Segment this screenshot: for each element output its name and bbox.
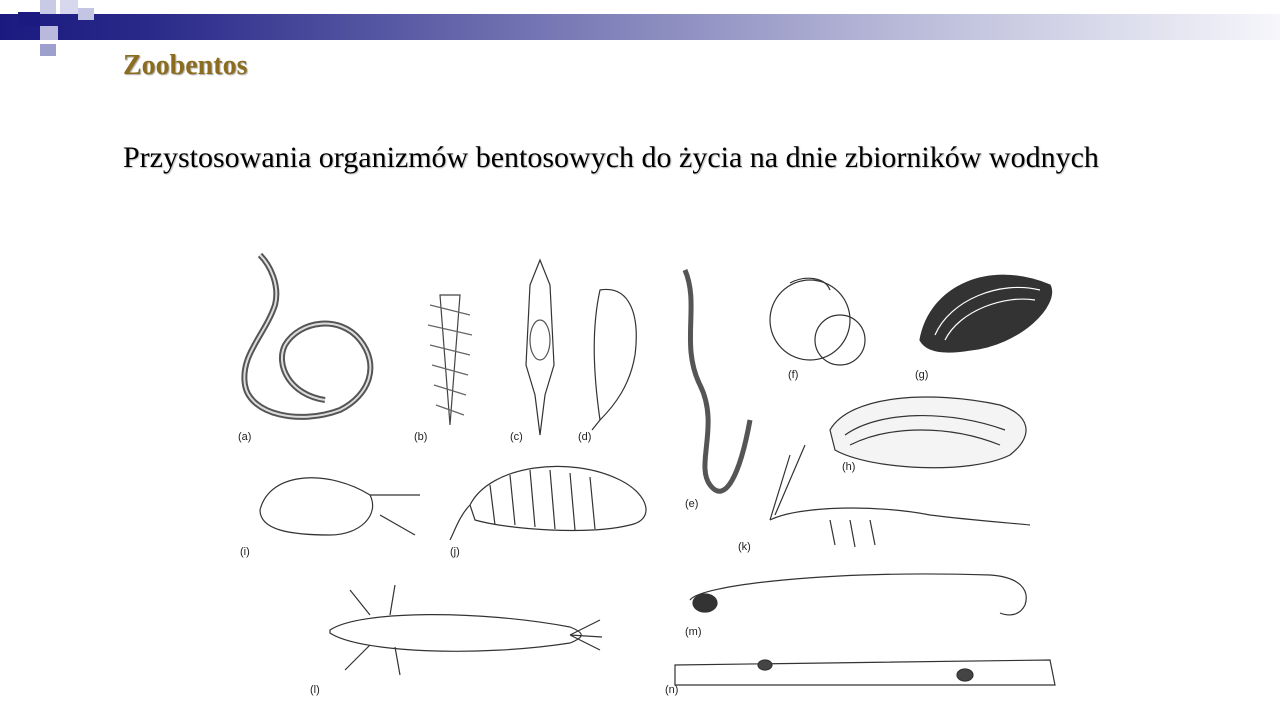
oligochaete-drawing [428,295,472,425]
figure-label: (h) [842,461,856,473]
clam-drawing [830,397,1026,468]
figure-label: (c) [510,431,523,443]
figure-label: (a) [238,431,252,443]
figure-label: (l) [310,684,320,696]
figure-label: (g) [915,369,929,381]
figure-label: (d) [578,431,592,443]
figure-label: (j) [450,546,460,558]
header-gradient-bar [0,14,1280,40]
amphipod-drawing [450,466,646,540]
figure-label: (i) [240,546,250,558]
figure-label: (b) [414,431,428,443]
rotifer-side-drawing [592,289,636,430]
nematode-drawing [244,255,370,417]
rotifer-drawing [526,260,554,435]
deco-square [78,8,94,20]
chironomid-larva-drawing [690,574,1026,615]
mayfly-larva-drawing [330,585,602,675]
snail-drawing [770,278,865,365]
deco-square [40,44,56,56]
slide-title: Zoobentos [123,50,248,81]
figure-label: (k) [738,541,751,553]
mussel-drawing [920,275,1052,352]
bristleworm-drawing [685,270,750,491]
figure-label: (m) [685,626,702,638]
deco-square [18,12,40,26]
larva-drawing [675,660,1055,685]
figure-label: (f) [788,369,799,381]
figure-label: (e) [685,498,699,510]
ostracod-drawing [260,478,420,535]
deco-square [40,0,56,14]
deco-square [60,0,78,14]
figure-label: (n) [665,684,679,696]
benthic-organisms-illustration [230,245,1070,710]
slide-subtitle: Przystosowania organizmów bentosowych do życia na dnie zbiorników wodnych [123,141,1099,174]
deco-square [40,26,58,40]
